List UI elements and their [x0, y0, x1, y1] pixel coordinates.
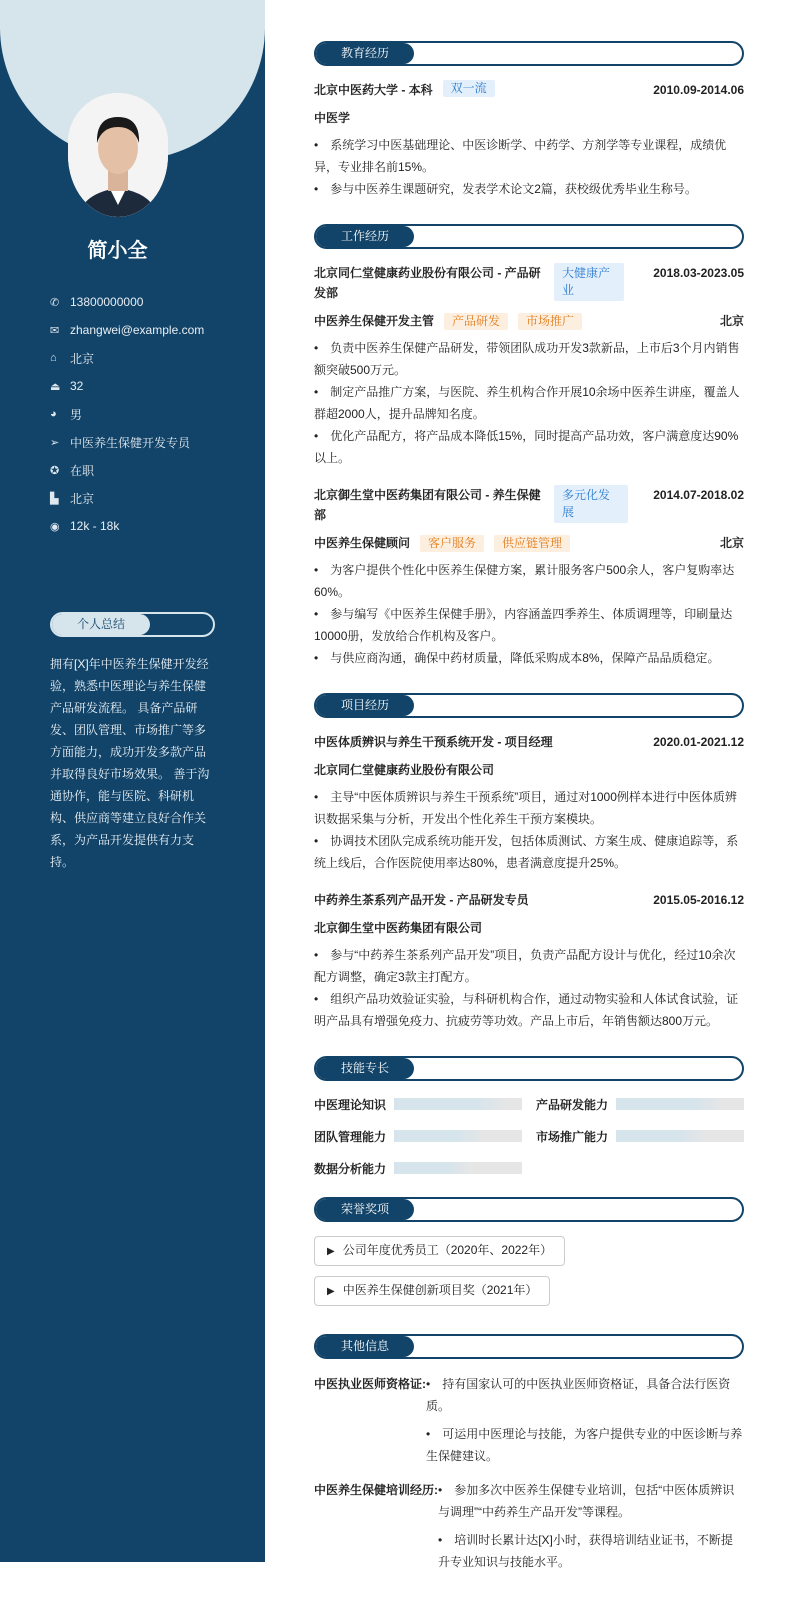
info-status [50, 456, 204, 484]
bullet: • 负责中医养生保健产品研发，带领团队成功开发3款新品，上市后3个月内销售额突破500万元。 [314, 337, 744, 381]
date: 2010.09-2014.06 [653, 83, 744, 97]
status-icon: ✪ [50, 464, 60, 477]
section-title: 项目经历 [316, 695, 414, 716]
info-city [50, 484, 204, 512]
bullet: • 培训时长累计达[X]小时，获得培训结业证书，不断提升专业知识与技能水平。 [438, 1529, 744, 1573]
skill-item [314, 1159, 522, 1177]
city: 北京 [719, 536, 744, 550]
bullet: • 参与“中药养生茶系列产品开发”项目，负责产品配方设计与优化，经过10余次配方调整，确定3款主打配方。 [314, 944, 744, 988]
other-item [314, 1373, 744, 1473]
info-text: 北京 [70, 351, 95, 366]
work-entry [314, 485, 744, 669]
skill-bar [394, 1130, 522, 1142]
bullet: • 可运用中医理论与技能，为客户提供专业的中医诊断与养生保健建议。 [426, 1423, 744, 1467]
other-section [314, 1334, 744, 1579]
skill-name: 数据分析能力 [314, 1161, 387, 1176]
summary-text: 拥有[X]年中医养生保健开发经验，熟悉中医理论与养生保健产品研发流程。 具备产品研发、团队管理、市场推广等多方面能力，成功开发多款产品并取得良好市场效果。 善于沟通协作，能与医院、科研机构、供应商等建立良好合作关系，为产品开发提供有力支持。 [50, 657, 210, 869]
date: 2020.01-2021.12 [653, 735, 744, 749]
award-item[interactable] [314, 1276, 550, 1306]
work-row [314, 263, 744, 303]
info-text: 13800000000 [70, 295, 144, 309]
project-entry [314, 732, 744, 874]
skill-name: 市场推广能力 [536, 1129, 609, 1144]
major: 中医学 [314, 111, 351, 125]
send-icon: ➢ [50, 436, 60, 449]
other-item [314, 1479, 744, 1579]
bullet: • 与供应商沟通，确保中药材质量，降低采购成本8%，保障产品品质稳定。 [314, 647, 744, 669]
info-phone [50, 288, 204, 316]
bullet: • 为客户提供个性化中医养生保健方案，累计服务客户500余人，客户复购率达60%。 [314, 559, 744, 603]
bullet: • 参与编写《中医养生保健手册》，内容涵盖四季养生、体质调理等，印刷量达10000册，发放给合作机构及客户。 [314, 603, 744, 647]
skills-grid [314, 1095, 744, 1177]
project-name: 中药养生茶系列产品开发 - 产品研发专员 [314, 893, 529, 907]
section-title: 技能专长 [316, 1058, 414, 1079]
project-org: 北京御生堂中医药集团有限公司 [314, 921, 483, 935]
tag: 多元化发展 [554, 485, 628, 523]
summary-header [50, 612, 215, 637]
role: 中医养生保健开发主管 [314, 314, 435, 328]
avatar [68, 93, 168, 217]
info-location [50, 344, 204, 372]
other-label: 中医执业医师资格证: [314, 1377, 426, 1391]
bullet: • 参与中医养生课题研究，发表学术论文2篇，获校级优秀毕业生称号。 [314, 178, 744, 200]
work-row [314, 485, 744, 525]
company: 北京同仁堂健康药业股份有限公司 - 产品研发部 [314, 266, 541, 300]
project-row [314, 890, 744, 910]
education-row [314, 80, 744, 100]
tag: 大健康产业 [554, 263, 624, 301]
role-row [314, 311, 744, 331]
bullet: • 优化产品配方，将产品成本降低15%，同时提高产品功效，客户满意度达90%以上。 [314, 425, 744, 469]
skill-item [536, 1095, 744, 1113]
skill-bar-fill [616, 1130, 706, 1142]
info-position [50, 428, 204, 456]
skill-bar-fill [394, 1098, 509, 1110]
skill-name: 中医理论知识 [314, 1097, 387, 1112]
role: 中医养生保健顾问 [314, 536, 411, 550]
project-org: 北京同仁堂健康药业股份有限公司 [314, 763, 495, 777]
profile-name: 简小全 [87, 240, 148, 262]
tag: 供应链管理 [494, 535, 570, 552]
school: 北京中医药大学 - 本科 [314, 83, 433, 97]
info-salary [50, 512, 204, 540]
tag: 产品研发 [444, 313, 508, 330]
other-label: 中医养生保健培训经历: [314, 1483, 438, 1497]
award-item[interactable] [314, 1236, 565, 1266]
section-header [314, 1197, 744, 1222]
bullet: • 主导“中医体质辨识与养生干预系统”项目，通过对1000例样本进行中医体质辨识数据采集与分析，开发出个性化养生干预方案模块。 [314, 786, 744, 830]
triangle-icon: ▶ [327, 1286, 335, 1297]
date: 2018.03-2023.05 [653, 266, 744, 280]
triangle-icon: ▶ [327, 1246, 335, 1257]
info-gender [50, 400, 204, 428]
section-header [314, 693, 744, 718]
skill-bar [616, 1098, 744, 1110]
contact-info [50, 288, 204, 540]
section-header [314, 1056, 744, 1081]
section-title: 荣誉奖项 [316, 1199, 414, 1220]
skill-item [536, 1127, 744, 1145]
bullet: • 持有国家认可的中医执业医师资格证，具备合法行医资质。 [426, 1373, 744, 1417]
work-section [314, 224, 744, 669]
date: 2015.05-2016.12 [653, 893, 744, 907]
city: 北京 [719, 314, 744, 328]
date: 2014.07-2018.02 [653, 488, 744, 502]
skill-bar-fill [394, 1162, 471, 1174]
info-text: 在职 [70, 463, 95, 478]
project-name: 中医体质辨识与养生干预系统开发 - 项目经理 [314, 735, 553, 749]
bullet: • 制定产品推广方案，与医院、养生机构合作开展10余场中医养生讲座，覆盖人群超2000人，提升品牌知名度。 [314, 381, 744, 425]
info-text: 32 [70, 379, 84, 393]
mail-icon: ✉ [50, 324, 60, 337]
age-icon: ⏏ [50, 380, 61, 393]
info-text: 中医养生保健开发专员 [70, 435, 191, 450]
bullet: • 协调技术团队完成系统功能开发，包括体质测试、方案生成、健康追踪等，系统上线后，合作医院使用率达80%，患者满意度提升25%。 [314, 830, 744, 874]
info-text: 北京 [70, 491, 95, 506]
info-text: 12k - 18k [70, 519, 120, 533]
skills-section [314, 1056, 744, 1177]
section-header [314, 41, 744, 66]
skill-item [314, 1095, 522, 1113]
skill-bar [394, 1098, 522, 1110]
bullet: • 组织产品功效验证实验，与科研机构合作，通过动物实验和人体试食试验，证明产品具有增强免疫力、抗疲劳等功效。产品上市后，年销售额达800万元。 [314, 988, 744, 1032]
tag: 客户服务 [420, 535, 484, 552]
education-section [314, 41, 744, 200]
awards-section [314, 1197, 744, 1316]
summary-title: 个人总结 [52, 614, 150, 635]
main-content [314, 41, 744, 1603]
home-icon: ⌂ [50, 352, 57, 364]
section-title: 工作经历 [316, 226, 414, 247]
project-entry [314, 890, 744, 1032]
sidebar [0, 0, 265, 1562]
salary-icon: ◉ [50, 520, 60, 533]
section-header [314, 224, 744, 249]
tag: 市场推广 [518, 313, 582, 330]
skill-name: 产品研发能力 [536, 1097, 609, 1112]
building-icon: ▙ [50, 492, 59, 505]
tag: 双一流 [443, 80, 495, 97]
info-email [50, 316, 204, 344]
section-title: 教育经历 [316, 43, 414, 64]
info-text: 男 [70, 407, 83, 422]
award-text: 公司年度优秀员工（2020年、2022年） [342, 1243, 553, 1257]
section-title: 其他信息 [316, 1336, 414, 1357]
skill-bar-fill [394, 1130, 484, 1142]
skill-name: 团队管理能力 [314, 1129, 387, 1144]
phone-icon: ✆ [50, 296, 60, 309]
skill-bar [394, 1162, 522, 1174]
skill-item [314, 1127, 522, 1145]
gender-icon: ◕ [50, 408, 57, 420]
work-entry [314, 263, 744, 469]
role-row [314, 533, 744, 553]
info-age [50, 372, 204, 400]
company: 北京御生堂中医药集团有限公司 - 养生保健部 [314, 488, 541, 522]
skill-bar [616, 1130, 744, 1142]
section-header [314, 1334, 744, 1359]
award-text: 中医养生保健创新项目奖（2021年） [342, 1283, 538, 1297]
bullet: • 系统学习中医基础理论、中医诊断学、中药学、方剂学等专业课程，成绩优异，专业排名前15%。 [314, 134, 744, 178]
projects-section [314, 693, 744, 1032]
bullet: • 参加多次中医养生保健专业培训，包括“中医体质辨识与调理”“中药养生产品开发”等课程。 [438, 1479, 744, 1523]
skill-bar-fill [616, 1098, 725, 1110]
info-text: zhangwei@example.com [70, 323, 205, 337]
project-row [314, 732, 744, 752]
